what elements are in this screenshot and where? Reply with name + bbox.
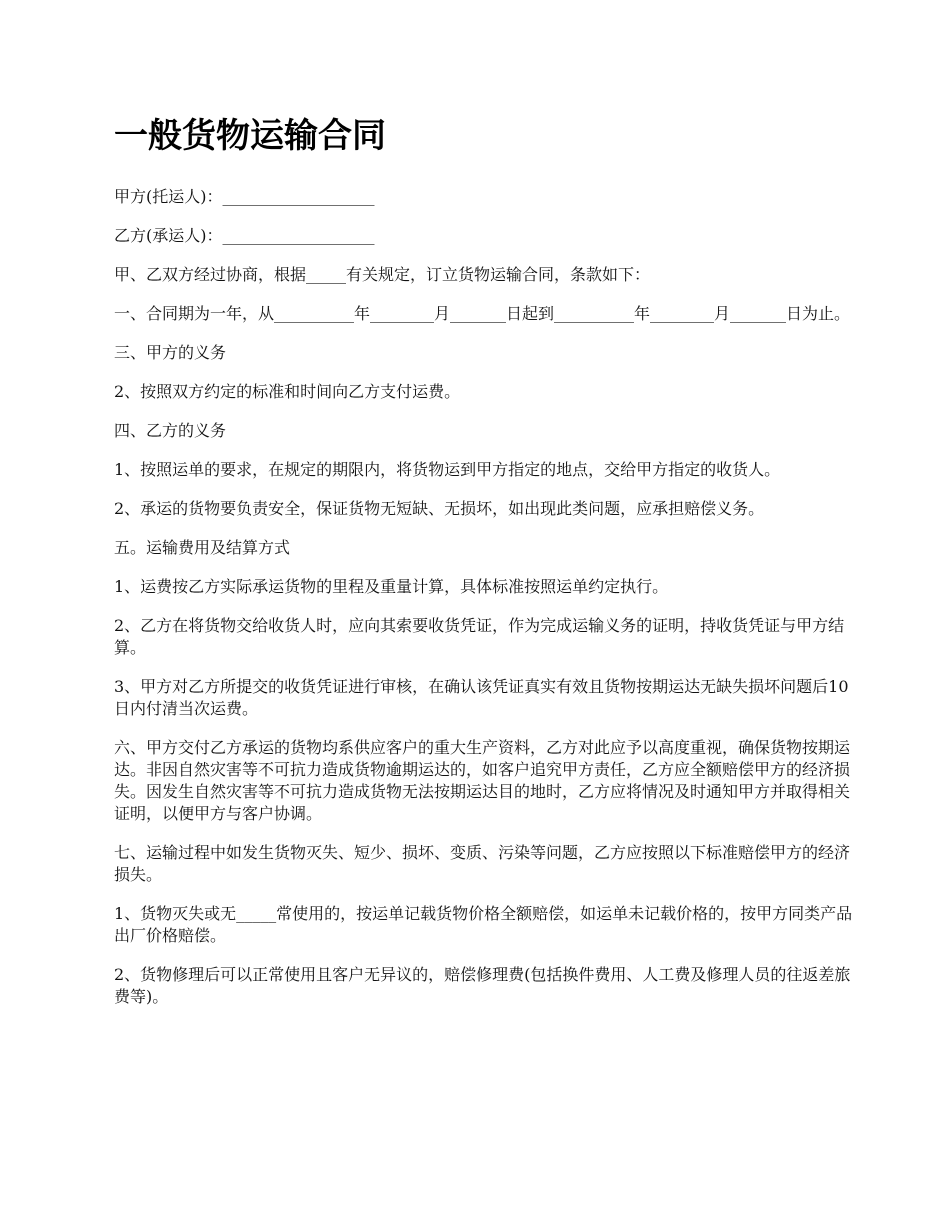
party-b-line: 乙方(承运人)：___________________ bbox=[114, 226, 375, 245]
section-six-paragraph: 六、甲方交付乙方承运的货物均系供应客户的重大生产资料，乙方对此应予以高度重视，确保货物按期运达。非因自然灾害等不可抗力造成货物逾期运达的，如客户追究甲方责任，乙方应全额赔偿甲方的经济损失。因发生自然灾害等不可抗力造成货物无法按期运达目的地时，乙方应将情况及时通知甲方并取得相关证明，以便甲方与客户协调。 bbox=[114, 738, 851, 823]
document-title: 一般货物运输合同 bbox=[114, 116, 386, 156]
section-heading-fees: 五。运输费用及结算方式 bbox=[114, 538, 291, 557]
section-heading-party-a-duties: 三、甲方的义务 bbox=[114, 343, 227, 362]
document-body bbox=[114, 112, 854, 1025]
section-seven-paragraph: 七、运输过程中如发生货物灭失、短少、损坏、变质、污染等问题，乙方应按照以下标准赔偿甲方的经济损失。 bbox=[114, 843, 851, 884]
section-heading-party-b-duties: 四、乙方的义务 bbox=[114, 421, 227, 440]
clause-paragraph: 2、乙方在将货物交给收货人时，应向其索要收货凭证，作为完成运输义务的证明，持收货凭证与甲方结算。 bbox=[114, 616, 845, 657]
clause-paragraph: 2、承运的货物要负责安全，保证货物无短缺、无损坏，如出现此类问题，应承担赔偿义务。 bbox=[114, 499, 765, 518]
party-a-line: 甲方(托运人)：___________________ bbox=[114, 187, 375, 206]
clause-paragraph: 2、货物修理后可以正常使用且客户无异议的，赔偿修理费(包括换件费用、人工费及修理人员的往返差旅费等)。 bbox=[114, 965, 851, 1006]
intro-paragraph: 甲、乙双方经过协商，根据_____有关规定，订立货物运输合同，条款如下： bbox=[114, 265, 651, 284]
clause-paragraph: 1、按照运单的要求，在规定的期限内，将货物运到甲方指定的地点，交给甲方指定的收货人。 bbox=[114, 460, 781, 479]
contract-term-paragraph: 一、合同期为一年，从__________年________月_______日起到__________年________月_______日为止。 bbox=[114, 304, 851, 323]
clause-paragraph: 3、甲方对乙方所提交的收货凭证进行审核，在确认该凭证真实有效且货物按期运达无缺失损坏问题后10日内付清当次运费。 bbox=[114, 677, 849, 718]
clause-paragraph: 1、货物灭失或无_____常使用的，按运单记载货物价格全额赔偿，如运单未记载价格的，按甲方同类产品出厂价格赔偿。 bbox=[114, 904, 853, 945]
clause-paragraph: 1、运费按乙方实际承运货物的里程及重量计算，具体标准按照运单约定执行。 bbox=[114, 577, 669, 596]
clause-paragraph: 2、按照双方约定的标准和时间向乙方支付运费。 bbox=[114, 382, 461, 401]
